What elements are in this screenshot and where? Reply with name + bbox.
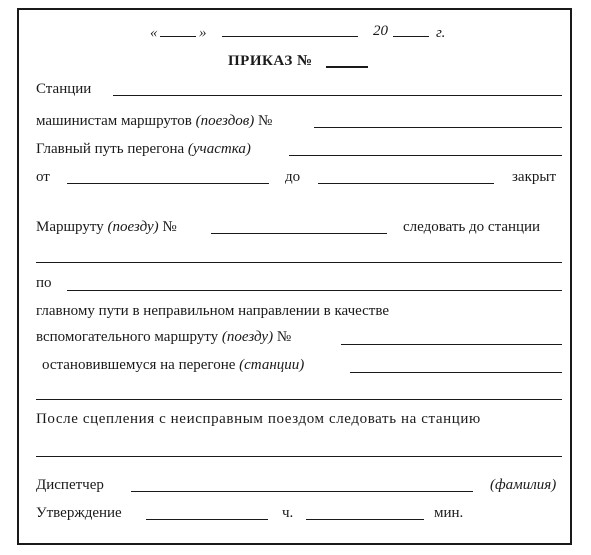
main-track-blank[interactable] bbox=[289, 155, 562, 156]
station-blank[interactable] bbox=[113, 95, 562, 96]
route-label: Маршруту (поезду) № bbox=[36, 219, 177, 235]
main-track-label: Главный путь перегона (участка) bbox=[36, 141, 251, 157]
station-name-blank[interactable] bbox=[36, 262, 562, 263]
closed-label: закрыт bbox=[512, 169, 557, 185]
stopped-label: остановившемуся на перегоне (станции) bbox=[42, 357, 305, 373]
from-label: от bbox=[36, 169, 50, 185]
page-title: ПРИКАЗ № bbox=[228, 53, 313, 69]
stopped-location-blank[interactable] bbox=[350, 372, 562, 373]
approval-minutes-blank[interactable] bbox=[306, 519, 424, 520]
order-number-blank[interactable] bbox=[326, 66, 368, 68]
along-blank[interactable] bbox=[67, 290, 562, 291]
along-label: по bbox=[36, 275, 52, 291]
year-prefix: 20 bbox=[373, 23, 388, 39]
approval-hours-blank[interactable] bbox=[146, 519, 268, 520]
surname-hint: (фамилия) bbox=[490, 477, 557, 493]
date-quote-close: » bbox=[199, 25, 207, 41]
follow-to-station-label: следовать до станции bbox=[403, 219, 541, 235]
dispatcher-label: Диспетчер bbox=[36, 477, 104, 493]
year-suffix: г. bbox=[436, 25, 446, 41]
wrong-direction-text: главному пути в неправильном направлении в качестве bbox=[36, 303, 390, 319]
day-blank[interactable] bbox=[160, 36, 196, 37]
drivers-number-blank[interactable] bbox=[314, 127, 562, 128]
station-label: Станции bbox=[36, 81, 92, 97]
approval-label: Утверждение bbox=[36, 505, 122, 521]
aux-route-number-blank[interactable] bbox=[341, 344, 562, 345]
to-label: до bbox=[285, 169, 301, 185]
order-form-frame bbox=[17, 8, 572, 545]
route-number-blank[interactable] bbox=[211, 233, 387, 234]
from-blank[interactable] bbox=[67, 183, 269, 184]
aux-route-label: вспомогательного маршруту (поезду) № bbox=[36, 329, 292, 345]
minutes-label: мин. bbox=[434, 505, 464, 521]
date-quote-open: « bbox=[150, 25, 158, 41]
after-coupling-text: После сцепления с неисправным поездом следовать на станцию bbox=[36, 411, 481, 427]
extra-info-blank[interactable] bbox=[36, 399, 562, 400]
year-blank[interactable] bbox=[393, 36, 429, 37]
dispatcher-blank[interactable] bbox=[131, 491, 473, 492]
destination-station-blank[interactable] bbox=[36, 456, 562, 457]
month-blank[interactable] bbox=[222, 36, 358, 37]
drivers-label: машинистам маршрутов (поездов) № bbox=[36, 113, 273, 129]
to-blank[interactable] bbox=[318, 183, 494, 184]
hours-label: ч. bbox=[282, 505, 294, 521]
